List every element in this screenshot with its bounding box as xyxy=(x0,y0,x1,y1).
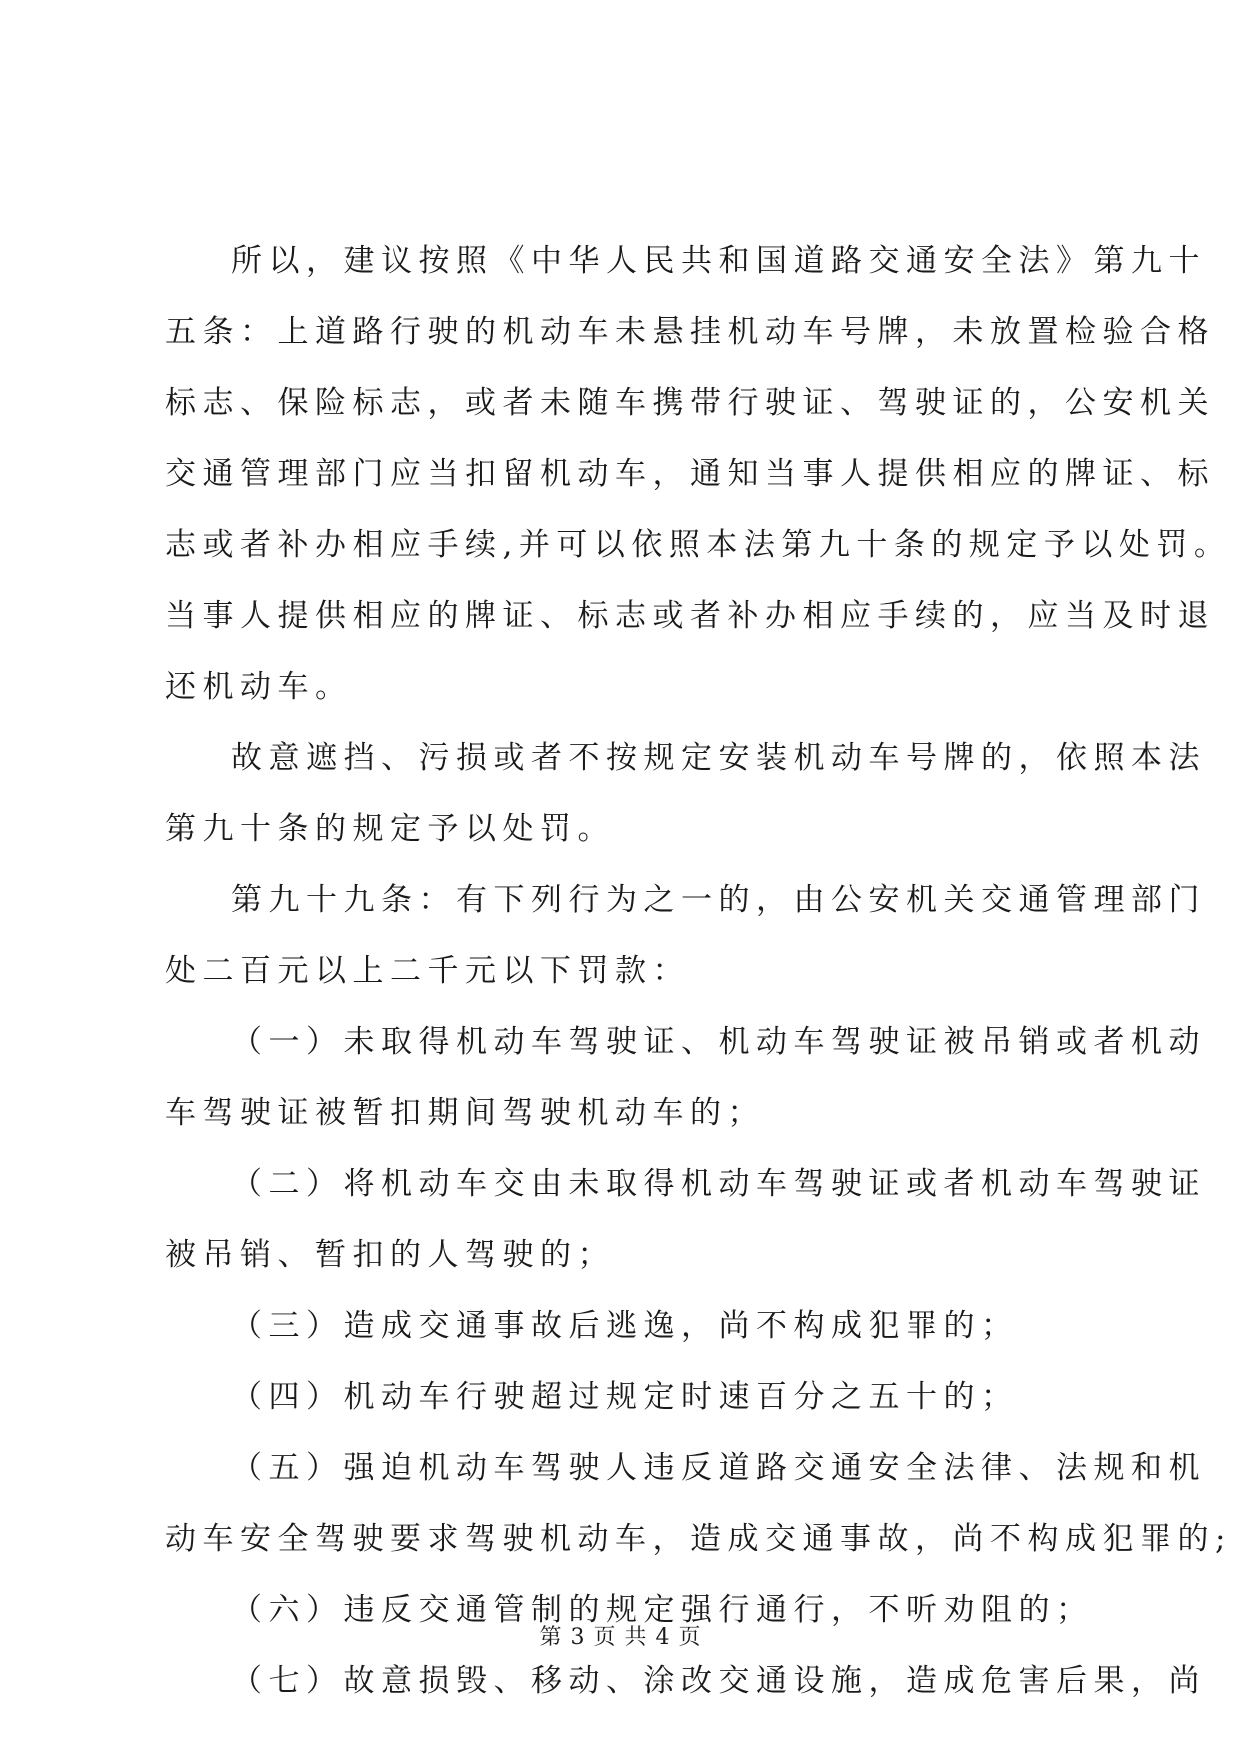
list-item xyxy=(165,1007,1206,1149)
text-line: 被吊销、暂扣的人驾驶的； xyxy=(165,1237,615,1273)
text-line: 车驾驶证被暂扣期间驾驶机动车的； xyxy=(165,1095,765,1131)
list-item xyxy=(165,1362,1085,1433)
list-item xyxy=(165,1433,1232,1575)
text-line: 第九十九条：有下列行为之一的，由公安机关交通管理部门 xyxy=(231,882,1206,918)
list-item xyxy=(165,1646,1206,1717)
paragraph xyxy=(165,723,1206,865)
text-line: （七）故意损毁、移动、涂改交通设施，造成危害后果，尚 xyxy=(231,1663,1206,1699)
text-line: 动车安全驾驶要求驾驶机动车，造成交通事故，尚不构成犯罪的; xyxy=(165,1521,1232,1557)
text-line: （四）机动车行驶超过规定时速百分之五十的； xyxy=(231,1379,1019,1415)
text-line: 志或者补办相应手续,并可以依照本法第九十条的规定予以处罚。 xyxy=(165,527,1232,563)
text-line: （一）未取得机动车驾驶证、机动车驾驶证被吊销或者机动 xyxy=(231,1024,1206,1060)
paragraph xyxy=(165,865,1206,1007)
document-body xyxy=(165,226,1232,1717)
text-line: 当事人提供相应的牌证、标志或者补办相应手续的，应当及时退 xyxy=(165,598,1215,634)
text-line: （六）违反交通管制的规定强行通行，不听劝阻的； xyxy=(231,1592,1094,1628)
list-item xyxy=(165,1291,1085,1362)
text-line: （二）将机动车交由未取得机动车驾驶证或者机动车驾驶证 xyxy=(231,1166,1206,1202)
text-line: 所以，建议按照《中华人民共和国道路交通安全法》第九十 xyxy=(231,243,1206,279)
text-line: 还机动车。 xyxy=(165,669,353,705)
text-line: （三）造成交通事故后逃逸，尚不构成犯罪的； xyxy=(231,1308,1019,1344)
text-line: （五）强迫机动车驾驶人违反道路交通安全法律、法规和机 xyxy=(231,1450,1206,1486)
text-line: 标志、保险标志，或者未随车携带行驶证、驾驶证的，公安机关 xyxy=(165,385,1215,421)
page-number-footer: 第 3 页 共 4 页 xyxy=(539,1625,702,1650)
text-line: 第九十条的规定予以处罚。 xyxy=(165,811,615,847)
text-line: 故意遮挡、污损或者不按规定安装机动车号牌的，依照本法 xyxy=(231,740,1206,776)
text-line: 处二百元以上二千元以下罚款： xyxy=(165,953,690,989)
text-line: 五条：上道路行驶的机动车未悬挂机动车号牌，未放置检验合格 xyxy=(165,314,1215,350)
paragraph xyxy=(165,226,1232,723)
list-item xyxy=(165,1149,1206,1291)
text-line: 交通管理部门应当扣留机动车，通知当事人提供相应的牌证、标 xyxy=(165,456,1215,492)
